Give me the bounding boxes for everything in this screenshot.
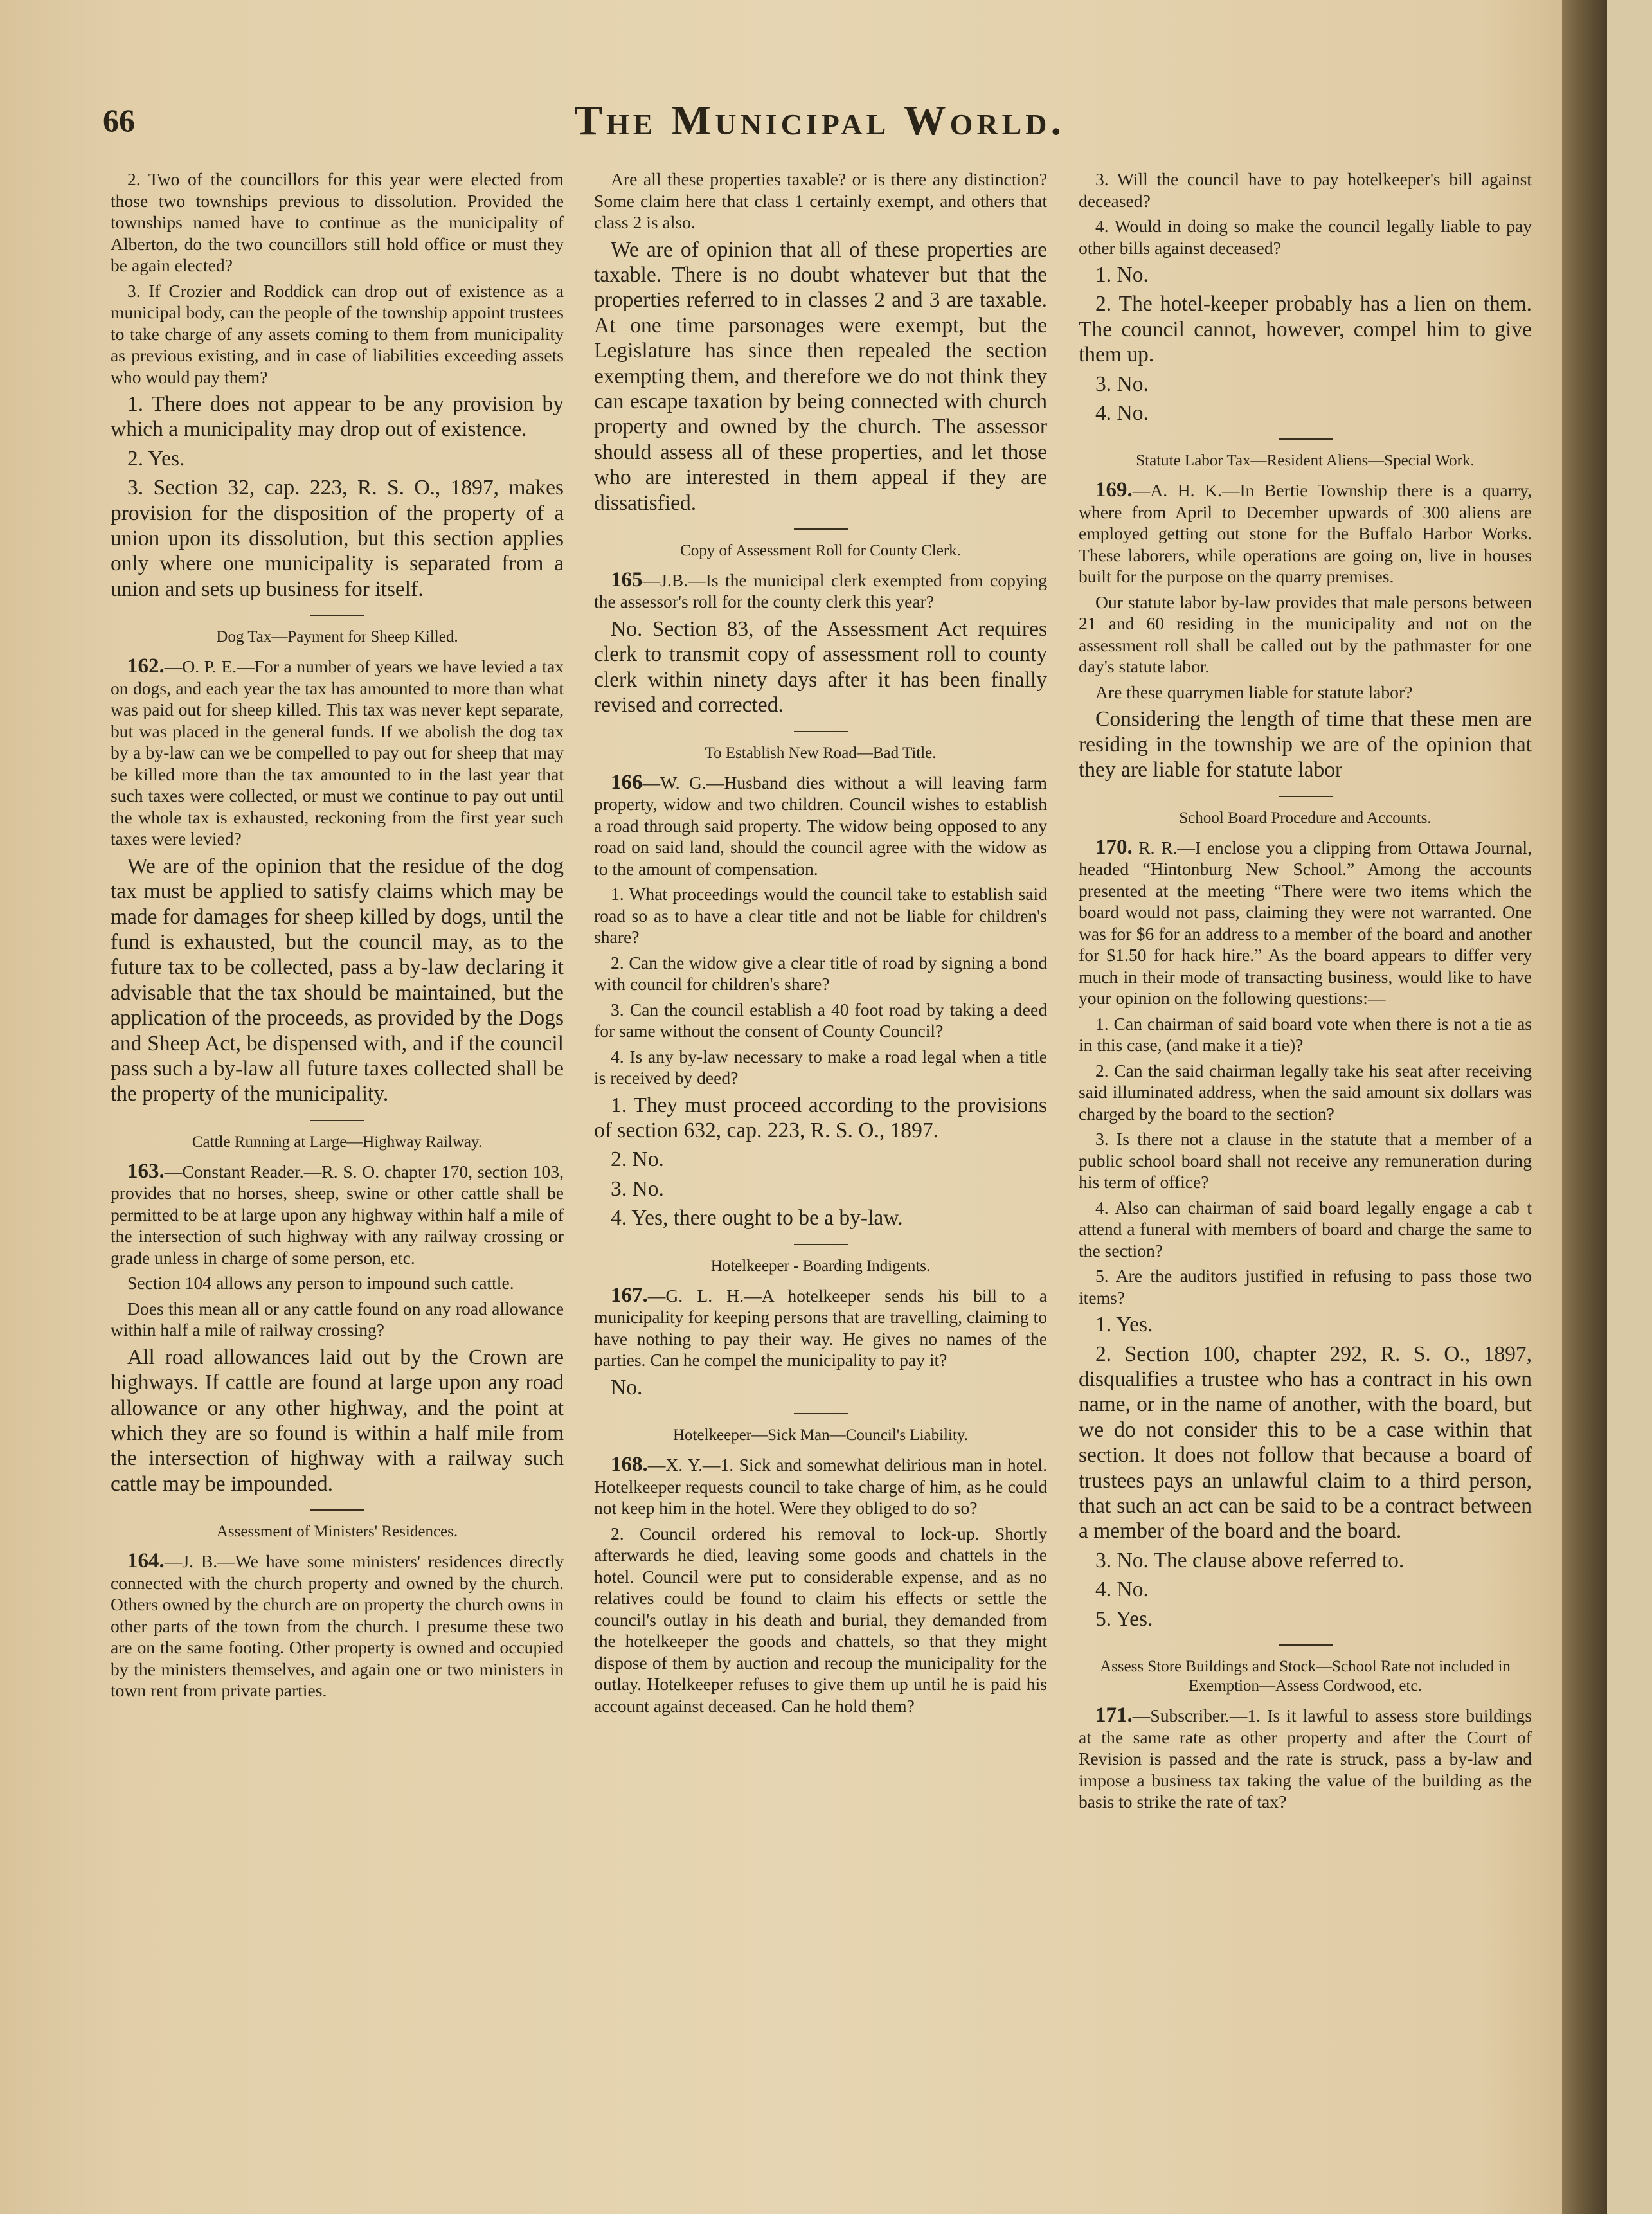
answer-paragraph: 2. No. <box>611 1148 664 1172</box>
answer-paragraph: 1. There does not appear to be any provision by which a municipality may drop out of existence. <box>111 392 564 442</box>
question-text: —Subscriber.—1. Is it lawful to assess store buildings at the same rate as other property and after the Court of Revision is passed and the rate is struck, pass a by-law and impose a business tax taking the value of the building as the basis to strike the rate of tax? <box>1079 1706 1532 1812</box>
answer-paragraph: We are of opinion that all of these properties are taxable. There is no doubt whatever but that the properties referred to in classes 2 and 3 are taxable. At one time parsonages were exempt, but the Legislature has since then repealed the section exempting them, and therefore we do not think they can escape taxation by being connected with church property and owned by the church. The assessor should assess all of these properties, and let those who are interested in them appeal if they are dissatisfied. <box>594 237 1047 515</box>
question-paragraph: Our statute labor by-law provides that male persons between 21 and 60 residing in the municipality and not on the assessment roll shall be called out by the pathmaster for one day's statute labor. <box>1079 591 1532 677</box>
section-heading: School Board Procedure and Accounts. <box>1179 809 1432 827</box>
section-heading: Assess Store Buildings and Stock—School Rate not included in Exemption—Assess Cordwood, etc. <box>1100 1658 1511 1695</box>
question-170 <box>1079 837 1532 1009</box>
section-divider <box>794 1244 848 1245</box>
question-167 <box>594 1285 1047 1371</box>
question-169 <box>1079 480 1532 588</box>
question-paragraph: 2. Can the widow give a clear title of road by signing a bond with council for children's share? <box>594 952 1047 995</box>
question-paragraph: 2. Can the said chairman legally take his seat after receiving said illuminated address, when the said amount six dollars was charged by the board to the section? <box>1079 1060 1532 1124</box>
question-paragraph: 3. Will the council have to pay hotelkeeper's bill against deceased? <box>1079 169 1532 211</box>
section-divider <box>794 1413 848 1414</box>
section-divider <box>1279 438 1333 440</box>
answer-paragraph: 2. The hotel-keeper probably has a lien on them. The council cannot, however, compel him to give them up. <box>1079 292 1532 367</box>
section-heading: Copy of Assessment Roll for County Clerk. <box>680 541 961 559</box>
section-divider <box>794 731 848 732</box>
question-number: 165 <box>611 568 643 591</box>
question-number: 166 <box>611 770 643 794</box>
question-text: —J.B.—Is the municipal clerk exempted from copying the assessor's roll for the county clerk this year? <box>594 570 1047 612</box>
column-3 <box>1079 168 1532 1817</box>
section-divider <box>1279 796 1333 797</box>
answer-paragraph: 4. No. <box>1095 401 1149 426</box>
page-header <box>103 96 1536 154</box>
answer-paragraph: No. <box>611 1375 643 1400</box>
question-171 <box>1079 1705 1532 1813</box>
answer-paragraph: 1. Yes. <box>1095 1313 1153 1337</box>
question-163 <box>111 1161 564 1269</box>
question-paragraph: 1. What proceedings would the council take to establish said road so as to have a clear title and not be liable for children's share? <box>594 884 1047 948</box>
question-number: 169. <box>1095 478 1133 502</box>
question-paragraph: 3. Can the council establish a 40 foot road by taking a deed for same without the consent of County Council? <box>594 999 1047 1041</box>
column-2 <box>594 168 1047 1720</box>
page-number: 66 <box>103 102 135 138</box>
answer-paragraph: 3. Section 32, cap. 223, R. S. O., 1897, makes provision for the disposition of the property of a union upon its dissolution, but this section applies only where one municipality is separated from a union and sets up business for itself. <box>111 476 564 601</box>
question-text: —O. P. E.—For a number of years we have levied a tax on dogs, and each year the tax has amounted to more than what was paid out for sheep killed. This tax was never kept separate, but was placed in the general funds. If we abolish the dog tax by a by-law can we be compelled to pay out for sheep that may be killed more than the tax amounted to in the last year that such taxes were collected, or must we continue to pay out until the whole tax is exhausted, reckoning from the first year such taxes were levied? <box>111 656 564 849</box>
question-number: 164. <box>127 1549 165 1573</box>
question-paragraph: 2. Two of the councillors for this year were elected from those two townships previous to dissolution. Provided the townships named have to continue as the municipality of Alberton, do the two councillors still hold office or must they be again elected? <box>111 169 564 275</box>
question-162 <box>111 656 564 850</box>
question-paragraph: 2. Council ordered his removal to lock-up. Shortly afterwards he died, leaving some goods and chattels in the hotel. Council were put to considerable expense, and as no relatives could be found to claim his effects or settle the council's outlay in his death and burial, they demanded from the hotelkeeper the goods and chattels, so that they might dispose of them by auction and recoup the municipality for the outlay. Hotelkeeper refuses to give them up until he is paid his account against deceased. Can he hold them? <box>594 1523 1047 1716</box>
answer-paragraph: 1. They must proceed according to the provisions of section 632, cap. 223, R. S. O., 1897. <box>594 1093 1047 1142</box>
answer-paragraph: 2. Yes. <box>127 446 185 471</box>
section-heading: Hotelkeeper—Sick Man—Council's Liability. <box>672 1426 969 1444</box>
question-text: —J. B.—We have some ministers' residences directly connected with the church property and owned by the church. Others owned by the church are on property the church owns in other parts of the town from the church. I presume these two are on the same footing. Other property is owned and occupied by the ministers themselves, and again one or two ministers in town rent from private parties. <box>111 1551 564 1701</box>
section-divider <box>1279 1644 1333 1646</box>
answer-paragraph: 3. No. <box>611 1176 664 1201</box>
section-divider <box>310 1509 364 1511</box>
question-number: 171. <box>1095 1704 1133 1727</box>
question-text: —W. G.—Husband dies without a will leaving farm property, widow and two children. Council wishes to establish a road through said property. The widow being opposed to any road on said land, should the council agree with the widow as to the amount of compensation. <box>594 772 1047 879</box>
page-title: The Municipal World. <box>573 97 1066 144</box>
question-number: 163. <box>127 1159 165 1183</box>
answer-paragraph: 2. Section 100, chapter 292, R. S. O., 1897, disqualifies a trustee who has a contract in his own name, or in the name of another, with the board, but we do not consider this to be a case within that section. It does not follow that because a board of trustees pays an unlawful claim to a third person, that such an act can be said to be a contract between a member of the board and the board. <box>1079 1342 1532 1544</box>
answer-paragraph: 5. Yes. <box>1095 1607 1153 1631</box>
question-paragraph: Are these quarrymen liable for statute labor? <box>1095 681 1413 702</box>
question-paragraph: 5. Are the auditors justified in refusing to pass those two items? <box>1079 1266 1532 1308</box>
section-heading: To Establish New Road—Bad Title. <box>705 744 937 762</box>
section-heading: Cattle Running at Large—Highway Railway. <box>192 1133 483 1151</box>
question-paragraph: Section 104 allows any person to impound such cattle. <box>127 1273 514 1293</box>
question-165 <box>594 570 1047 613</box>
question-text: —Constant Reader.—R. S. O. chapter 170, section 103, provides that no horses, sheep, swine or other cattle shall be permitted to be at large upon any highway within half a mile of the intersection of such highway with any railway crossing or grade unless in charge of some person, etc. <box>111 1161 564 1268</box>
answer-paragraph: 4. No. <box>1095 1578 1149 1602</box>
question-paragraph: 4. Would in doing so make the council legally liable to pay other bills against deceased? <box>1079 216 1532 258</box>
answer-paragraph: Considering the length of time that these men are residing in the township we are of the opinion that they are liable for statute labor <box>1079 707 1532 782</box>
answer-paragraph: No. Section 83, of the Assessment Act requires clerk to transmit copy of assessment roll to county clerk within ninety days after it has been finally revised and corrected. <box>594 616 1047 717</box>
section-divider <box>310 1120 364 1121</box>
question-number: 162. <box>127 654 165 678</box>
question-text: R. R.—I enclose you a clipping from Ottawa Journal, headed “Hintonburg New School.” Among the accounts presented at the meeting “There were two items which the board would not pass, claiming they were not warranted. One was for $6 for an address to a member of the board and another for $1.50 for hack hire.” As the board appears to differ very much in their mode of transacting business, would like to have your opinion on the following questions:— <box>1079 837 1532 1009</box>
answer-paragraph: 1. No. <box>1095 263 1149 287</box>
question-paragraph: Are all these properties taxable? or is there any distinction? Some claim here that class 1 certainly exempt, and others that class 2 is also. <box>594 169 1047 232</box>
question-paragraph: 4. Also can chairman of said board legally engage a cab t attend a funeral with members of board and charge the same to the section? <box>1079 1197 1532 1261</box>
question-paragraph: 3. If Crozier and Roddick can drop out of existence as a municipal body, can the people of the township appoint trustees to take charge of any assets coming to them from municipality as previous existing, and in case of liabilities exceeding assets who would pay them? <box>111 280 564 387</box>
question-168 <box>594 1454 1047 1519</box>
answer-paragraph: 3. No. The clause above referred to. <box>1095 1548 1405 1572</box>
section-heading: Dog Tax—Payment for Sheep Killed. <box>216 628 458 646</box>
section-heading: Hotelkeeper - Boarding Indigents. <box>710 1257 931 1275</box>
answer-paragraph: We are of the opinion that the residue of the dog tax must be applied to satisfy claims which may be made for damages for sheep killed by dogs, until the fund is exhausted, but the council may, as to the future tax to be collected, pass a by-law declaring it advisable that the tax should be maintained, but the application of the proceeds, as provided by the Dogs and Sheep Act, be dispensed with, and if the council pass such a by-law all future taxes collected shall be the property of the municipality. <box>111 854 564 1106</box>
section-divider <box>794 528 848 530</box>
question-paragraph: 1. Can chairman of said board vote when there is not a tie as in this case, (and make it a tie)? <box>1079 1013 1532 1056</box>
question-164 <box>111 1551 564 1702</box>
section-heading: Assessment of Ministers' Residences. <box>216 1523 458 1541</box>
question-paragraph: Does this mean all or any cattle found on any road allowance within half a mile of railway crossing? <box>111 1298 564 1340</box>
question-text: —G. L. H.—A hotelkeeper sends his bill to a municipality for keeping persons that are travelling, claiming to have nothing to pay their way. He gives no names of the parties. Can he compel the municipality to pay it? <box>594 1285 1047 1371</box>
question-166 <box>594 772 1047 880</box>
question-paragraph: 3. Is there not a clause in the statute that a member of a public school board shall not receive any remuneration during his term of office? <box>1079 1129 1532 1192</box>
binding-edge <box>1562 0 1607 2214</box>
question-text: —A. H. K.—In Bertie Township there is a quarry, where from April to December upwards of 300 aliens are employed getting out stone for the Buffalo Harbor Works. These laborers, while operations are going on, live in houses built for the purpose on the quarry premises. <box>1079 480 1532 587</box>
question-number: 167. <box>611 1283 648 1307</box>
answer-paragraph: All road allowances laid out by the Crown are highways. If cattle are found at large upon any road allowance or any other highway, and the point at which they are so found is within a half mile from the intersection of highway with a railway such cattle may be impounded. <box>111 1345 564 1496</box>
section-heading: Statute Labor Tax—Resident Aliens—Special Work. <box>1136 452 1475 470</box>
question-number: 170. <box>1095 835 1133 859</box>
answer-paragraph: 3. No. <box>1095 372 1149 396</box>
question-text: —X. Y.—1. Sick and somewhat delirious man in hotel. Hotelkeeper requests council to take charge of him, as he could not keep him in the hotel. Were they obliged to do so? <box>594 1455 1047 1518</box>
question-number: 168. <box>611 1453 648 1477</box>
column-1 <box>111 168 564 1706</box>
section-divider <box>310 615 364 616</box>
answer-paragraph: 4. Yes, there ought to be a by-law. <box>611 1206 903 1230</box>
question-paragraph: 4. Is any by-law necessary to make a road legal when a title is received by deed? <box>594 1046 1047 1088</box>
